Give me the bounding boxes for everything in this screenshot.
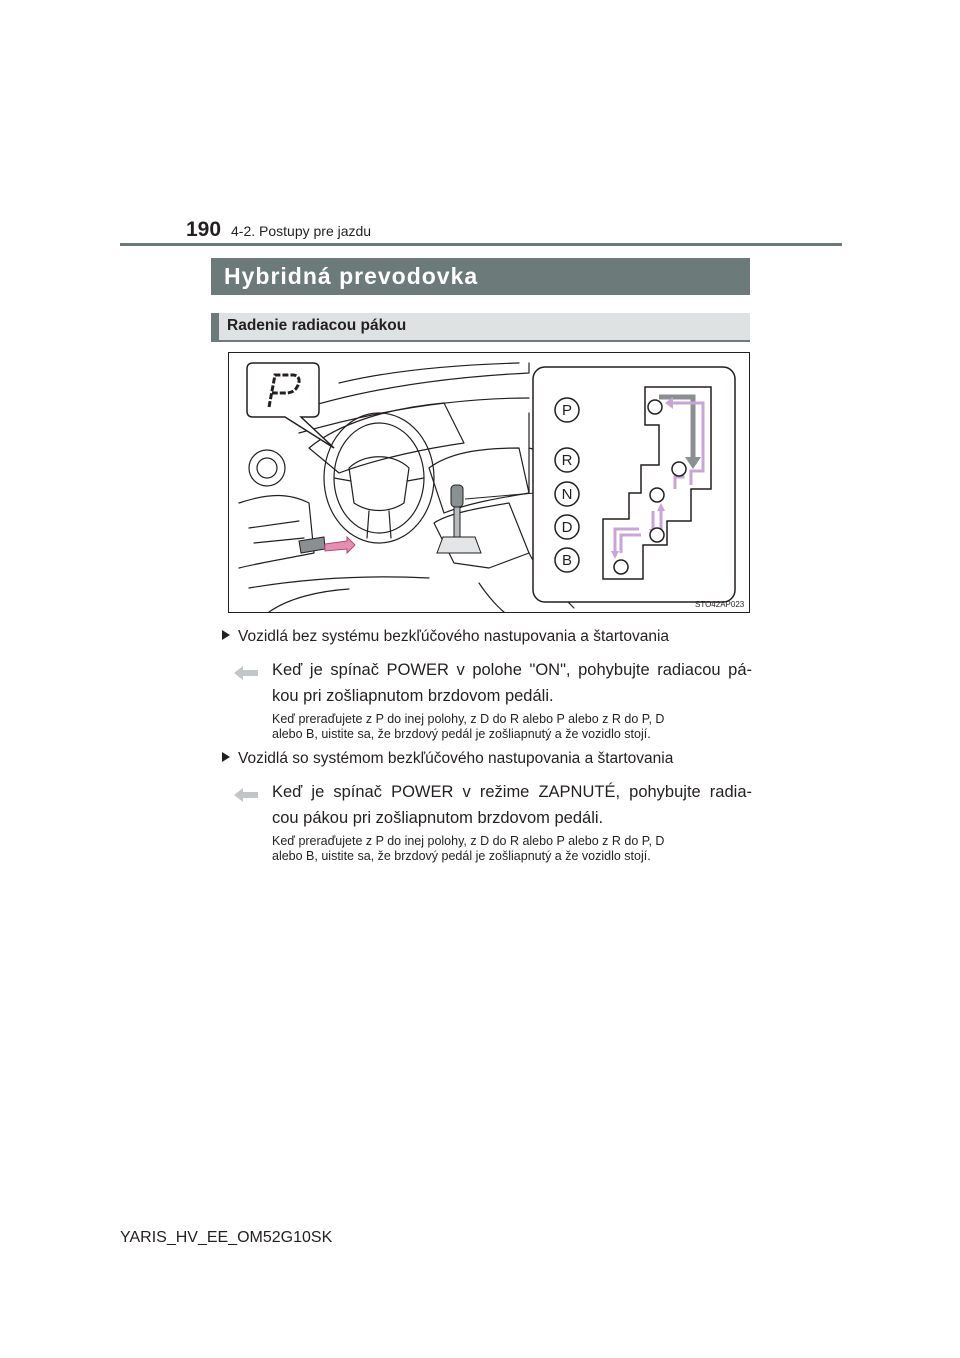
bullet-heading-2	[222, 750, 673, 768]
note-1	[272, 712, 757, 742]
instruction-line: Keď je spínač POWER v polohe "ON", pohybujte radiacou pá-	[272, 661, 752, 679]
gear-label-r: R	[561, 452, 573, 469]
subsection-divider	[211, 340, 750, 342]
gear-label-b: B	[561, 552, 573, 569]
shift-lever-illustration	[228, 352, 750, 613]
figure-id: STO42AP023	[695, 600, 745, 609]
subsection-title: Radenie radiacou pákou	[211, 313, 750, 340]
instruction-line: cou pákou pri zošliapnutom brzdovom pedáli.	[272, 809, 604, 827]
gear-gate-panel	[533, 367, 735, 602]
page-number: 190	[186, 218, 222, 241]
instruction-1	[272, 657, 752, 709]
triangle-bullet-icon	[222, 630, 230, 640]
gear-label-p: P	[561, 402, 573, 419]
brake-pedal	[299, 537, 355, 553]
shift-lever	[437, 485, 481, 553]
gear-label-d: D	[561, 519, 573, 536]
footer-code: YARIS_HV_EE_OM52G10SK	[120, 1229, 333, 1246]
instruction-2	[272, 779, 752, 831]
illustration-drawing	[229, 353, 749, 612]
instruction-line: kou pri zošliapnutom brzdovom pedáli.	[272, 687, 554, 705]
bullet-heading-1	[222, 628, 669, 646]
left-arrow-icon	[234, 666, 258, 680]
display-callout	[247, 363, 334, 448]
note-line: alebo B, uistite sa, že brzdový pedál je zošliapnutý a že vozidlo stojí.	[272, 727, 651, 741]
section-title: Hybridná prevodovka	[211, 258, 750, 295]
triangle-bullet-icon	[222, 752, 230, 762]
header-divider	[120, 243, 842, 246]
bullet-heading-text: Vozidlá so systémom bezkľúčového nastupovania a štartovania	[238, 750, 674, 767]
note-2	[272, 834, 757, 864]
instruction-line: Keď je spínač POWER v režime ZAPNUTÉ, pohybujte radia-	[272, 783, 752, 801]
left-arrow-icon	[234, 788, 258, 802]
note-line: Keď preraďujete z P do inej polohy, z D do R alebo P alebo z R do P, D	[272, 712, 665, 726]
gear-label-n: N	[561, 486, 573, 503]
note-line: Keď preraďujete z P do inej polohy, z D do R alebo P alebo z R do P, D	[272, 834, 665, 848]
bullet-heading-text: Vozidlá bez systému bezkľúčového nastupovania a štartovania	[238, 628, 670, 645]
note-line: alebo B, uistite sa, že brzdový pedál je zošliapnutý a že vozidlo stojí.	[272, 849, 651, 863]
breadcrumb: 4-2. Postupy pre jazdu	[231, 223, 372, 239]
